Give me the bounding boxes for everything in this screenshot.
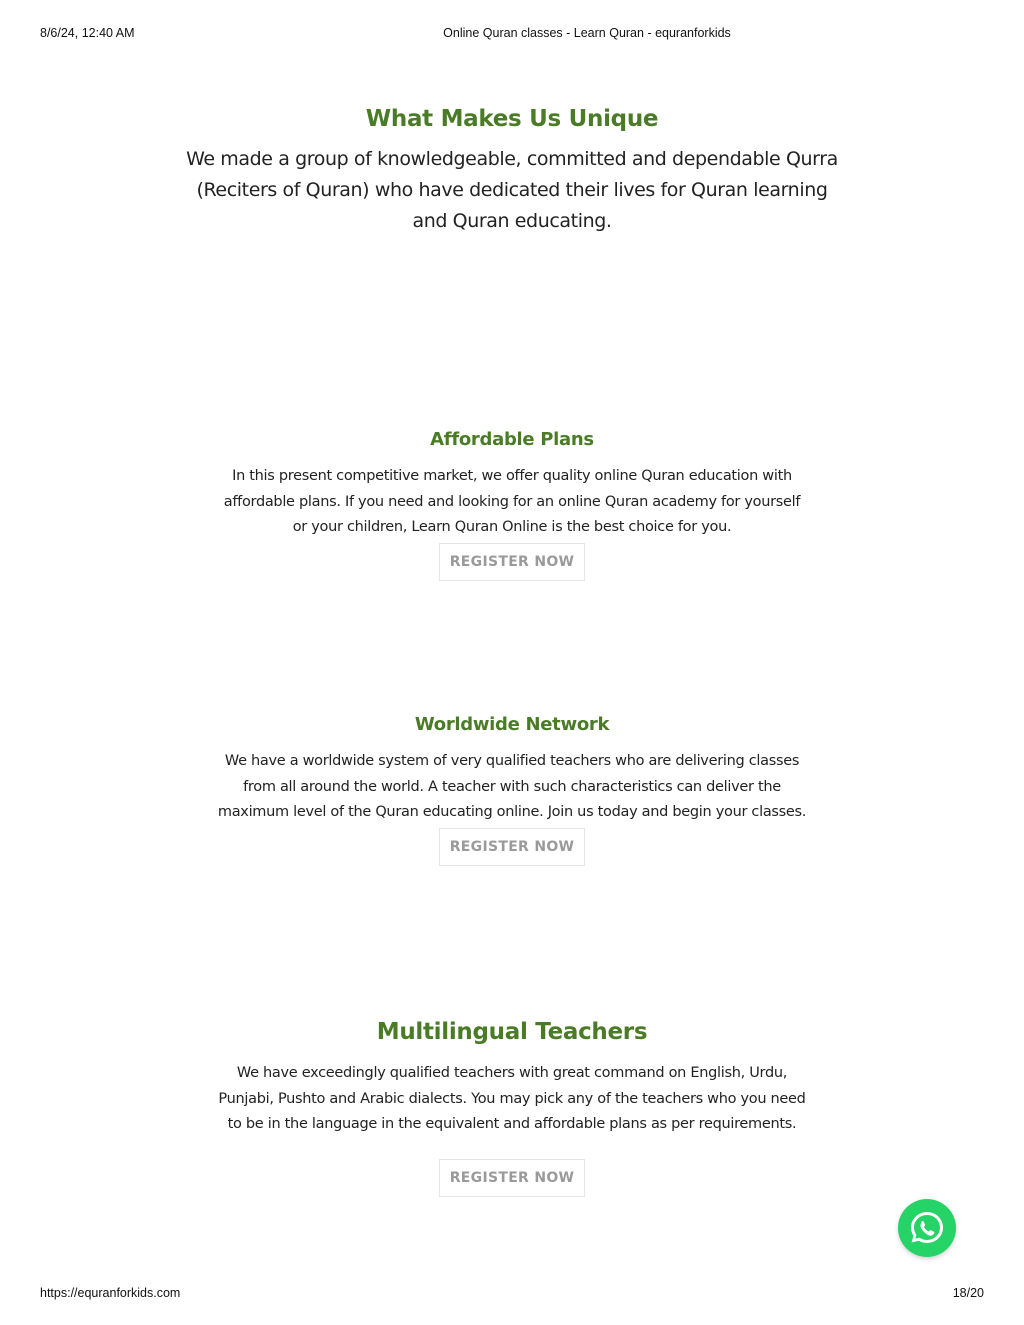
section-heading-unique: What Makes Us Unique [365, 106, 659, 132]
print-url: https://equranforkids.com [40, 1286, 181, 1300]
feature-worldwide-network [0, 714, 1024, 866]
register-now-button[interactable]: REGISTER NOW [439, 1159, 585, 1197]
feature-text: We have exceedingly qualified teachers with great command on English, Urdu, Punjabi, Pushto and Arabic dialects. You may pick any of the teachers who you need to be in the language in the equivalent and affordable plans as per requirements. [218, 1065, 806, 1132]
print-page-title: Online Quran classes - Learn Quran - equranforkids [443, 26, 731, 40]
register-now-button[interactable]: REGISTER NOW [439, 543, 585, 581]
feature-heading: Affordable Plans [430, 429, 594, 450]
feature-affordable-plans [0, 429, 1024, 581]
feature-text: We have a worldwide system of very qualified teachers who are delivering classes from all around the world. A teacher with such characteristics can deliver the maximum level of the Quran educating online. Join us today and begin your classes. [217, 753, 807, 820]
whatsapp-icon [898, 1199, 956, 1257]
print-page-number: 18/20 [952, 1286, 984, 1300]
print-footer [40, 1286, 984, 1302]
feature-text: In this present competitive market, we offer quality online Quran education with affordable plans. If you need and looking for an online Quran academy for yourself or your children, Learn Quran Online is the best choice for you. [223, 468, 801, 535]
whatsapp-button[interactable] [898, 1199, 956, 1257]
intro-text: We made a group of knowledgeable, committed and dependable Qurra (Reciters of Quran) who have dedicated their lives for Quran learning and Quran educating. [186, 148, 838, 232]
register-now-button[interactable]: REGISTER NOW [439, 828, 585, 866]
feature-multilingual-teachers [0, 1019, 1024, 1197]
intro-section [0, 106, 1024, 237]
print-header [40, 26, 984, 42]
feature-heading: Multilingual Teachers [376, 1019, 648, 1045]
print-datetime: 8/6/24, 12:40 AM [40, 26, 135, 40]
feature-heading: Worldwide Network [414, 714, 610, 735]
